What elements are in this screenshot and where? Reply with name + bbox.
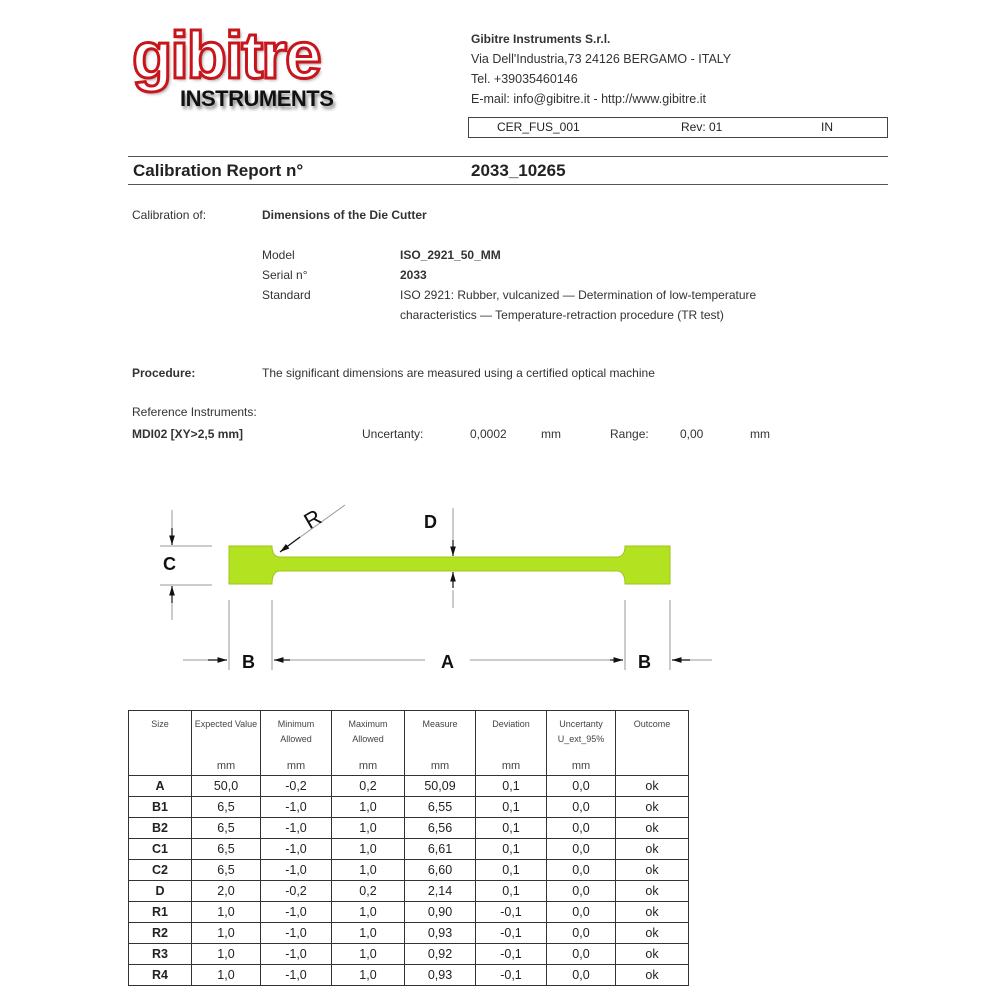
value-cell: -0,1: [476, 923, 547, 944]
value-cell: ok: [616, 860, 689, 881]
model-label: Model: [262, 248, 295, 262]
value-cell: 1,0: [192, 902, 261, 923]
reference-instrument: MDI02 [XY>2,5 mm]: [132, 427, 244, 441]
size-cell: B1: [129, 797, 192, 818]
table-row: [129, 818, 689, 839]
value-cell: 6,5: [192, 818, 261, 839]
value-cell: 0,0: [547, 776, 616, 797]
value-cell: ok: [616, 776, 689, 797]
header-unit: mm: [216, 760, 236, 772]
value-cell: 1,0: [332, 839, 405, 860]
size-cell: C2: [129, 860, 192, 881]
value-cell: 0,1: [476, 839, 547, 860]
value-cell: ok: [616, 965, 689, 986]
company-tel: Tel. +39035460146: [471, 72, 578, 86]
header-title: Minimum Allowed: [277, 719, 315, 744]
company-contact: E-mail: info@gibitre.it - http://www.gibitre.it: [471, 92, 706, 106]
label-c: C: [163, 554, 176, 574]
label-b-right: B: [638, 652, 651, 672]
value-cell: 0,0: [547, 902, 616, 923]
value-cell: 0,1: [476, 818, 547, 839]
value-cell: 0,2: [332, 881, 405, 902]
header-unit: mm: [501, 760, 521, 772]
column-header: [192, 711, 261, 776]
value-cell: 0,0: [547, 797, 616, 818]
value-cell: -0,2: [261, 881, 332, 902]
value-cell: 0,92: [405, 944, 476, 965]
uncertainty-label: Uncertanty:: [362, 427, 424, 441]
table-row: [129, 902, 689, 923]
value-cell: 6,61: [405, 839, 476, 860]
header-title: Maximum Allowed: [348, 719, 388, 744]
value-cell: -1,0: [261, 797, 332, 818]
header-title: Size: [151, 719, 169, 729]
table-row: [129, 944, 689, 965]
column-header: [129, 711, 192, 776]
table-row: [129, 923, 689, 944]
report-title: Calibration Report n°: [133, 161, 304, 180]
column-header: [476, 711, 547, 776]
value-cell: ok: [616, 902, 689, 923]
value-cell: 1,0: [332, 944, 405, 965]
table-row: [129, 797, 689, 818]
value-cell: 0,1: [476, 881, 547, 902]
value-cell: -1,0: [261, 944, 332, 965]
value-cell: 0,0: [547, 923, 616, 944]
value-cell: 0,0: [547, 860, 616, 881]
value-cell: 6,5: [192, 797, 261, 818]
value-cell: -0,1: [476, 965, 547, 986]
value-cell: -0,2: [261, 776, 332, 797]
size-cell: D: [129, 881, 192, 902]
standard-label: Standard: [262, 288, 311, 302]
header-title: Deviation: [492, 719, 530, 729]
value-cell: 0,2: [332, 776, 405, 797]
size-cell: R2: [129, 923, 192, 944]
size-cell: A: [129, 776, 192, 797]
value-cell: 0,0: [547, 839, 616, 860]
label-r: R: [299, 504, 326, 534]
serial-value: 2033: [400, 268, 427, 282]
value-cell: 6,5: [192, 839, 261, 860]
column-header: [332, 711, 405, 776]
header-title: Outcome: [633, 719, 671, 729]
column-header: [261, 711, 332, 776]
value-cell: 0,0: [547, 881, 616, 902]
table-row: [129, 881, 689, 902]
value-cell: 6,5: [192, 860, 261, 881]
value-cell: 1,0: [332, 818, 405, 839]
range-unit: mm: [750, 427, 770, 441]
value-cell: ok: [616, 944, 689, 965]
value-cell: 2,14: [405, 881, 476, 902]
value-cell: 0,1: [476, 797, 547, 818]
value-cell: 1,0: [192, 944, 261, 965]
value-cell: 1,0: [192, 965, 261, 986]
table-header-row: [129, 711, 689, 776]
table-row: [129, 860, 689, 881]
table-row: [129, 965, 689, 986]
standard-line2: characteristics — Temperature-retraction procedure (TR test): [400, 308, 724, 322]
label-b-left: B: [242, 652, 255, 672]
size-cell: B2: [129, 818, 192, 839]
value-cell: -1,0: [261, 839, 332, 860]
column-header: [405, 711, 476, 776]
company-name: Gibitre Instruments S.r.l.: [471, 32, 611, 46]
logo-gibitre: gibitre: [132, 18, 320, 92]
size-cell: C1: [129, 839, 192, 860]
value-cell: 50,09: [405, 776, 476, 797]
value-cell: 1,0: [332, 923, 405, 944]
standard-line1: ISO 2921: Rubber, vulcanized — Determination of low-temperature: [400, 288, 757, 302]
column-header: [547, 711, 616, 776]
report-number: 2033_10265: [471, 161, 566, 180]
value-cell: ok: [616, 797, 689, 818]
header-title: Uncertanty U_ext_95%: [557, 719, 605, 744]
value-cell: 0,93: [405, 965, 476, 986]
size-cell: R4: [129, 965, 192, 986]
value-cell: 0,1: [476, 860, 547, 881]
serial-label: Serial n°: [262, 268, 308, 282]
company-address: Via Dell'Industria,73 24126 BERGAMO - ITALY: [471, 52, 732, 66]
value-cell: 1,0: [332, 797, 405, 818]
doc-rev: Rev: 01: [681, 120, 723, 134]
value-cell: 6,56: [405, 818, 476, 839]
logo-instruments: INSTRUMENTS: [180, 86, 334, 111]
table-row: [129, 839, 689, 860]
range-label: Range:: [610, 427, 649, 441]
value-cell: 0,90: [405, 902, 476, 923]
table-body: [129, 776, 689, 986]
value-cell: ok: [616, 818, 689, 839]
procedure-label: Procedure:: [132, 366, 196, 380]
value-cell: ok: [616, 923, 689, 944]
header-unit: mm: [571, 760, 591, 772]
model-value: ISO_2921_50_MM: [400, 248, 501, 262]
value-cell: 1,0: [332, 902, 405, 923]
reference-label: Reference Instruments:: [132, 405, 257, 419]
calibration-of-label: Calibration of:: [132, 208, 207, 222]
value-cell: 1,0: [332, 860, 405, 881]
calibration-of-value: Dimensions of the Die Cutter: [262, 208, 427, 222]
value-cell: -1,0: [261, 965, 332, 986]
label-d: D: [424, 512, 437, 532]
value-cell: -1,0: [261, 818, 332, 839]
measurement-table: [128, 710, 689, 986]
value-cell: -0,1: [476, 944, 547, 965]
header-title: Measure: [422, 719, 458, 729]
header-unit: mm: [430, 760, 450, 772]
value-cell: 1,0: [332, 965, 405, 986]
value-cell: ok: [616, 881, 689, 902]
value-cell: -1,0: [261, 902, 332, 923]
label-a: A: [441, 652, 454, 672]
value-cell: ok: [616, 839, 689, 860]
range-value: 0,00: [680, 427, 704, 441]
value-cell: 0,0: [547, 944, 616, 965]
header-unit: mm: [358, 760, 378, 772]
value-cell: 2,0: [192, 881, 261, 902]
value-cell: 1,0: [192, 923, 261, 944]
value-cell: -0,1: [476, 902, 547, 923]
value-cell: 0,0: [547, 965, 616, 986]
value-cell: 50,0: [192, 776, 261, 797]
value-cell: 0,0: [547, 818, 616, 839]
value-cell: 0,1: [476, 776, 547, 797]
specimen-shape: [229, 546, 670, 584]
header-title: Expected Value: [194, 719, 258, 729]
procedure-text: The significant dimensions are measured using a certified optical machine: [262, 366, 655, 380]
table-row: [129, 776, 689, 797]
value-cell: 6,55: [405, 797, 476, 818]
value-cell: 6,60: [405, 860, 476, 881]
value-cell: -1,0: [261, 860, 332, 881]
uncertainty-unit: mm: [541, 427, 561, 441]
value-cell: 0,93: [405, 923, 476, 944]
value-cell: -1,0: [261, 923, 332, 944]
column-header: [616, 711, 689, 776]
size-cell: R3: [129, 944, 192, 965]
uncertainty-value: 0,0002: [470, 427, 507, 441]
header-unit: mm: [286, 760, 306, 772]
doc-code: CER_FUS_001: [497, 120, 580, 134]
size-cell: R1: [129, 902, 192, 923]
doc-lang: IN: [821, 120, 833, 134]
